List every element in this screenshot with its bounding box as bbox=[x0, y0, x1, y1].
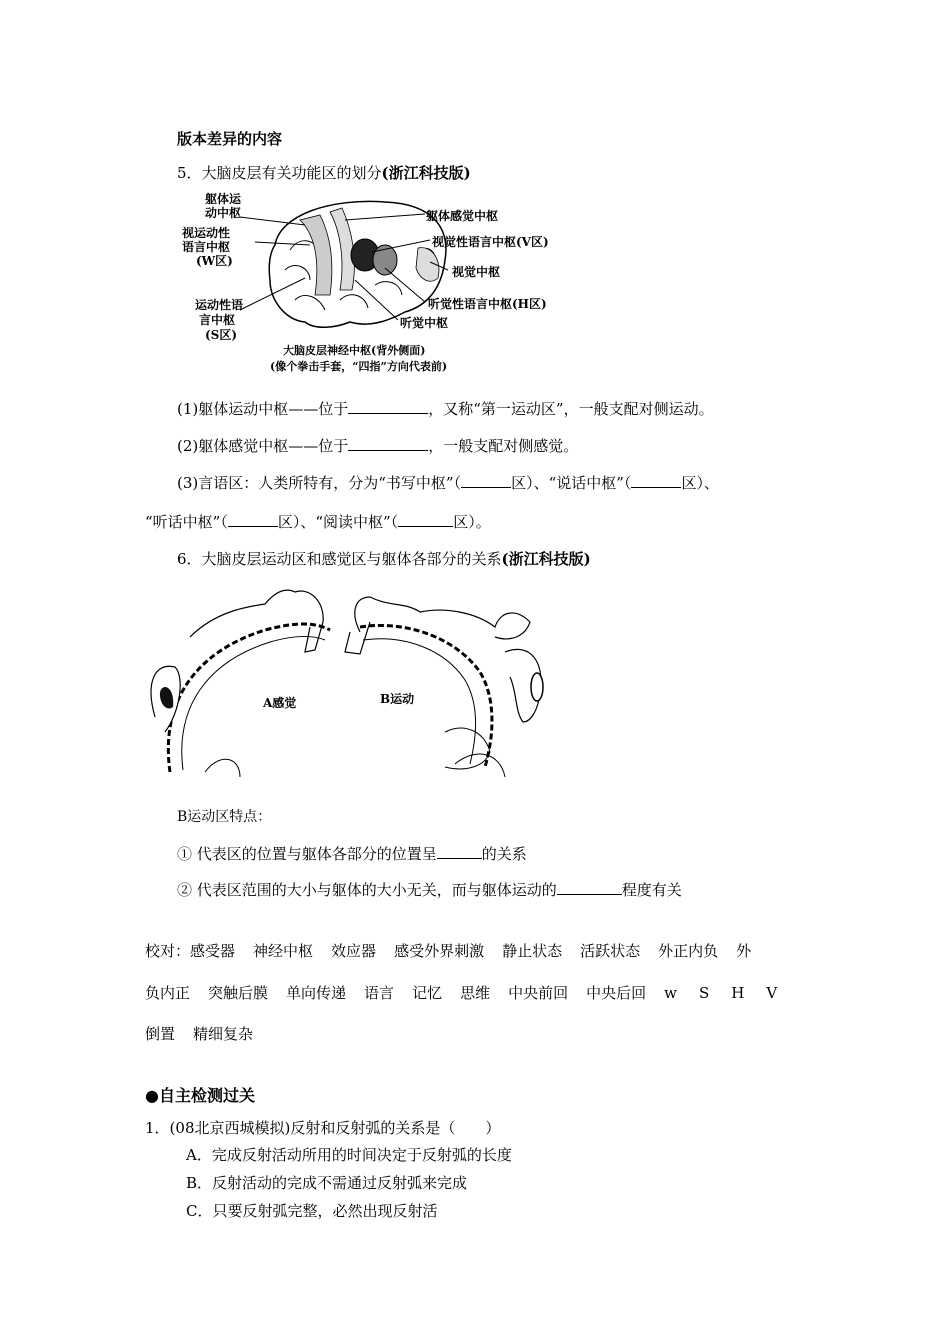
answer-key-label: 校对： bbox=[145, 942, 191, 960]
answer-item: 中央后回 bbox=[586, 984, 647, 1002]
label-a-sensory: A感觉 bbox=[263, 696, 297, 710]
label-v-area: 视觉性语言中枢(V区) bbox=[432, 235, 549, 249]
blank-input[interactable] bbox=[437, 844, 482, 859]
q6-f2-pre: ② 代表区范围的大小与躯体的大小无关，而与躯体运动的 bbox=[177, 881, 557, 899]
q5-item-3-c: 区）、 bbox=[681, 474, 719, 492]
blank-input[interactable] bbox=[348, 399, 428, 414]
label-s-3: (S区) bbox=[205, 328, 238, 342]
q5-source: (浙江科技版) bbox=[381, 164, 471, 182]
label-motor-2: 动中枢 bbox=[205, 206, 242, 220]
answer-item: S bbox=[698, 984, 710, 1002]
answer-item: 活跃状态 bbox=[580, 942, 641, 960]
q5-item-3-b: 区）、“说话中枢”（ bbox=[511, 474, 632, 492]
answer-key-line-1 bbox=[145, 940, 751, 961]
q6-feature-2 bbox=[177, 879, 682, 900]
brain-w-labels bbox=[182, 226, 233, 268]
label-somatosensory: 躯体感觉中枢 bbox=[426, 209, 499, 223]
q5-title-text: 5．大脑皮层有关功能区的划分 bbox=[177, 164, 382, 182]
q5-item-1-post: ，又称“第一运动区”，一般支配对侧运动。 bbox=[428, 400, 714, 418]
self-check-q1: 1．(08北京西城模拟)反射和反射弧的关系是（ ） bbox=[145, 1119, 501, 1137]
blank-input[interactable] bbox=[348, 436, 428, 451]
section-title: 版本差异的内容 bbox=[177, 130, 283, 148]
option-b: B．反射活动的完成不需通过反射弧来完成 bbox=[186, 1174, 468, 1192]
answer-item: V bbox=[766, 984, 778, 1002]
homunculus-figure bbox=[145, 582, 565, 777]
answer-item: 语言 bbox=[364, 984, 395, 1002]
answer-item: 感受器 bbox=[190, 942, 236, 960]
answer-item: 效应器 bbox=[331, 942, 377, 960]
label-w-3: (W区) bbox=[196, 254, 233, 268]
answer-item: 感受外界刺激 bbox=[394, 942, 485, 960]
blank-input[interactable] bbox=[461, 473, 511, 488]
blank-input[interactable] bbox=[228, 512, 278, 527]
self-check-heading: ●自主检测过关 bbox=[145, 1086, 255, 1105]
homunculus-illustration bbox=[145, 582, 565, 777]
brain-caption-2: (像个拳击手套，“四指”方向代表前) bbox=[270, 360, 448, 373]
answer-key-line-3 bbox=[145, 1023, 253, 1044]
q6-feature-1 bbox=[177, 843, 527, 864]
q6-source: (浙江科技版) bbox=[501, 550, 591, 568]
blank-input[interactable] bbox=[631, 473, 681, 488]
answer-item: 倒置 bbox=[145, 1025, 176, 1043]
brain-left-labels bbox=[205, 192, 241, 220]
label-w-1: 视运动性 bbox=[182, 226, 231, 240]
label-w-2: 语言中枢 bbox=[182, 240, 231, 254]
q6-title-text: 6．大脑皮层运动区和感觉区与躯体各部分的关系 bbox=[177, 550, 502, 568]
q6-f2-post: 程度有关 bbox=[621, 881, 682, 899]
q5-item-3-a: (3)言语区：人类所特有，分为“书写中枢”（ bbox=[177, 474, 462, 492]
answer-item: 思维 bbox=[460, 984, 491, 1002]
label-b-motor: B运动 bbox=[380, 692, 415, 706]
q5-item-2-pre: (2)躯体感觉中枢——位于 bbox=[177, 437, 349, 455]
label-motor-1: 躯体运 bbox=[205, 192, 242, 206]
answer-item: 外正内负 bbox=[658, 942, 719, 960]
answer-item: 静止状态 bbox=[502, 942, 563, 960]
label-s-2: 言中枢 bbox=[199, 313, 236, 327]
q5-item-3-d: “听话中枢”（ bbox=[145, 513, 228, 531]
answer-item: 单向传递 bbox=[286, 984, 347, 1002]
q5-item-2-post: ，一般支配对侧感觉。 bbox=[428, 437, 579, 455]
option-c: C．只要反射弧完整，必然出现反射活 bbox=[186, 1202, 438, 1220]
answer-item: 精细复杂 bbox=[193, 1025, 254, 1043]
q6-f1-post: 的关系 bbox=[481, 845, 527, 863]
option-a: A．完成反射活动所用的时间决定于反射弧的长度 bbox=[186, 1146, 512, 1164]
blank-input[interactable] bbox=[398, 512, 453, 527]
q5-title bbox=[177, 162, 471, 183]
label-auditory: 听觉中枢 bbox=[400, 316, 449, 330]
answer-item: 负内正 bbox=[145, 984, 191, 1002]
answer-item: w bbox=[664, 984, 677, 1002]
answer-key-line-2 bbox=[145, 982, 777, 1003]
q5-item-3-cont bbox=[145, 511, 491, 532]
blank-input[interactable] bbox=[557, 880, 622, 895]
q5-item-3 bbox=[177, 472, 719, 493]
answer-item: 外 bbox=[736, 942, 752, 960]
label-s-1: 运动性语 bbox=[195, 298, 244, 312]
q5-item-1-pre: (1)躯体运动中枢——位于 bbox=[177, 400, 349, 418]
q6-f1-pre: ① 代表区的位置与躯体各部分的位置呈 bbox=[177, 845, 437, 863]
q5-item-3-e: 区）、“阅读中枢”（ bbox=[277, 513, 399, 531]
answer-item: H bbox=[731, 984, 745, 1002]
brain-figure bbox=[180, 190, 570, 375]
brain-s-labels bbox=[195, 298, 243, 343]
label-h-area: 听觉性语言中枢(H区) bbox=[428, 297, 547, 311]
label-visual: 视觉中枢 bbox=[452, 265, 501, 279]
q5-item-3-f: 区）。 bbox=[453, 513, 491, 531]
q5-item-2 bbox=[177, 435, 578, 456]
answer-item: 记忆 bbox=[412, 984, 443, 1002]
answer-item: 神经中枢 bbox=[253, 942, 314, 960]
q5-item-1 bbox=[177, 398, 714, 419]
answer-item: 突触后膜 bbox=[208, 984, 269, 1002]
q6-title bbox=[177, 548, 591, 569]
q6-feature-title: B运动区特点： bbox=[177, 809, 272, 825]
brain-caption-1: 大脑皮层神经中枢(背外侧面) bbox=[283, 344, 426, 357]
answer-item: 中央前回 bbox=[508, 984, 569, 1002]
